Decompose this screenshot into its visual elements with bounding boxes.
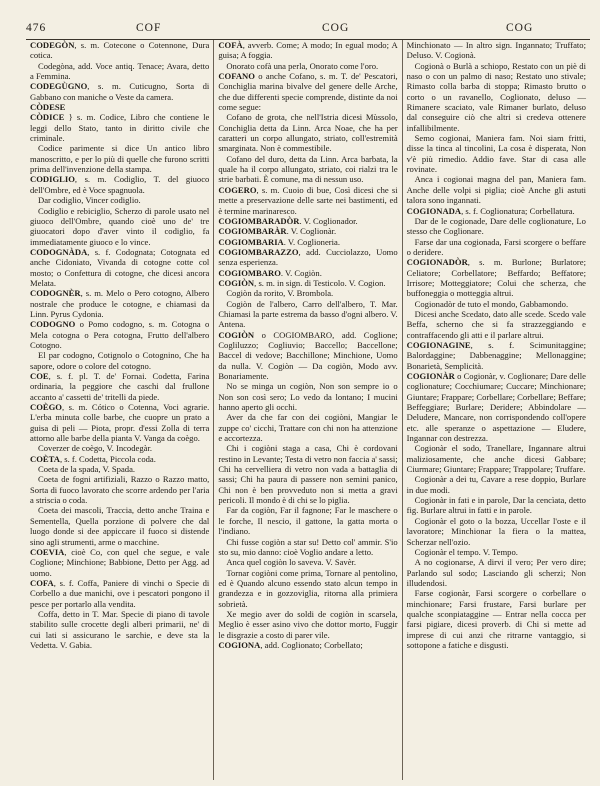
dictionary-entry <box>218 557 397 567</box>
dictionary-entry <box>30 195 209 205</box>
entry-definition: Codiglio e rebiciglio, Scherzo di parole usato nel giuoco dell'Ombre, quando cioè uno de' tre giuocatori dopo d'aver vinto il codiglio, fa immediatamente giuoco e lo vince. <box>30 205 210 247</box>
entry-definition: A no cogionarse, A dirvi il vero; Per vero dire; Parlando sul sodo; Lasciando gli scherzi; Non illudendosi. <box>406 557 586 588</box>
entry-definition: o anche Cofano, s. m. T. de' Pescatori, Conchiglia marina bivalve del genere delle Arche, che due differenti specie comprende, distinte da noi come segue: <box>218 71 398 113</box>
entry-definition: Cogionàr el sodo, Tranellare, Ingannare altrui maliziosamente, che anche dicesi Gabbare; Ciurmare; Giuntare; Frappare; Trappolare; Truffare. <box>406 443 586 475</box>
dictionary-entry <box>407 237 586 258</box>
dictionary-entry <box>30 350 209 371</box>
entry-definition: Cogionà o Burlà a schiopo, Restato con un piè di naso o con un palmo di naso; Restato uno stivale; Rimasto colla barba di stoppa; Rimasto brutto o corto o un ravanello, Coglionato, deluso — Rimanere scaciato, vale Rimaner burlato, deluso dal conseguire ciò che altri si credeva ottenere infallibilmente. <box>406 60 586 133</box>
entry-definition: Cogionàr in fati e in parole, Dar la cencìata, detto fig. Burlare altrui in fatti e in parole. <box>406 495 586 516</box>
running-head-middle: COG <box>322 22 350 34</box>
entry-headword: COGIÒN <box>218 329 255 340</box>
dictionary-entry <box>407 61 586 133</box>
entry-definition: . V. Coglioneria. <box>283 236 341 247</box>
entry-definition: Cogionadòr de tuto el mondo, Gabbamondo. <box>414 298 569 309</box>
column-right <box>402 40 590 780</box>
entry-definition: Farse dar una cogionada, Farsi scorgere o beffare o deridere. <box>406 236 586 257</box>
entry-definition: Semo cogionai, Maniera fam. Noi siam fritti, disse la tinca al tincolini, La cosa è disperata, Non v'è più rimedio. Addio fave. Star di casa alle rovinate. <box>406 133 586 175</box>
entry-definition: Far da cogiòn, Far il fagnone; Far le maschere o le forche, Il nescio, il gattone, la gatta morta o l'indiano. <box>218 505 398 537</box>
dictionary-entry <box>218 330 397 382</box>
dictionary-entry <box>407 174 586 205</box>
entry-headword: COFÀ <box>218 40 243 50</box>
dictionary-entry <box>218 381 397 412</box>
dictionary-entry <box>407 309 586 340</box>
entry-definition: , s. m. in sign. di Testicolo. V. Cogion. <box>254 277 386 288</box>
entry-definition: , cioè Co, con quel che segue, e vale Coglione; Minchione; Babbione, Detto per Agg. ad uomo. <box>30 546 210 578</box>
dictionary-entry <box>407 516 586 547</box>
entry-definition: Aver da che far con dei cogiòni, Mangiar le zuppe co' cicchi, Trattare con chi non ha attenzione e accortezza. <box>218 412 398 444</box>
entry-definition: o Pomo codogno, s. m. Cotogna o Mela cotogna o Pera cotogna, Frutto dell'albero Cotogno. <box>30 319 210 350</box>
entry-headword: CODIGLIO <box>30 174 75 185</box>
entry-definition: Cogionàr a dei tu, Cavare a rese doppio, Burlare in due modi. <box>406 474 586 495</box>
entry-definition: El par codogno, Cotignolo o Cotognino, Che ha sapore, odore o colore del cotogno. <box>30 350 210 371</box>
dictionary-entry <box>218 537 397 558</box>
entry-definition: , s. f. Codetta, Piccola coda. <box>59 453 156 464</box>
dictionary-entry <box>30 505 209 546</box>
entry-headword: COE <box>30 371 49 381</box>
entry-definition: Xe megio aver do soldi de cogiòn in scarsela, Meglio è esser asino vivo che dottor morto, Fuggir le disgrazie a costo di parer vile. <box>218 608 398 640</box>
entry-headword: CÒDICE <box>30 112 65 123</box>
text-columns <box>26 40 590 780</box>
running-head-left: COF <box>136 22 162 34</box>
dictionary-entry <box>407 371 586 443</box>
dictionary-entry <box>30 174 209 195</box>
page-number: 476 <box>26 22 47 34</box>
entry-headword: COGIOMBARO <box>218 267 281 278</box>
dictionary-entry <box>218 609 397 640</box>
entry-headword: CODOGNÀDA <box>30 246 88 257</box>
entry-definition: . V. Coglionàr. <box>286 226 337 237</box>
entry-definition: Coeta dei mascoli, Traccia, detto anche Traina e Sementella, Quella porzione di polvere che dal luogo donde si dee appiccare il fuoco si distende sino agli strumenti, arme o macchine. <box>30 505 210 547</box>
dictionary-entry <box>407 474 586 495</box>
entry-definition: , s. m. Cuticugno, Sorta di Gabbano con maniche o Veste da camera. <box>30 81 210 102</box>
dictionary-entry <box>30 102 209 112</box>
dictionary-entry <box>30 371 209 402</box>
dictionary-entry <box>407 588 586 650</box>
entry-headword: CÒDESE <box>30 102 66 113</box>
entry-headword: CODEGÙGNO <box>30 81 88 92</box>
entry-headword: COGIOMBARAZZO <box>218 246 299 257</box>
entry-definition: Cogionàr el goto o la bozza, Uccellar l'oste e il lavoratore; Minchionar la fiera o la mattea, Scherzar nell'ozio. <box>406 515 586 547</box>
entry-definition: Coffa, detto in T. Mar. Specie di piano di tavole stabilito sulle crocette degli alberi primarii, ne' di cui lati si assicurano le sarchie, e deve sta la Vedetta. V. Gabia. <box>30 608 210 650</box>
entry-definition: Onorato cofà una perla, Onorato come l'oro. <box>226 60 379 71</box>
entry-definition: } s. m. Codice, Libro che contiene le leggi dello Stato, tanto in diritto civile che criminale. <box>30 112 210 144</box>
dictionary-entry <box>30 319 209 350</box>
dictionary-entry <box>218 278 397 288</box>
dictionary-entry <box>407 206 586 216</box>
entry-definition: , s. f. Scimunitaggine; Balordaggine; Dabbenaggine; Mellonaggine; Bonarietà, Semplicità. <box>406 339 586 371</box>
entry-definition: , s. m. Burlone; Burlatore; Celiatore; Corbellatore; Beffardo; Beffatore; Irrisore; Motteggiatore; Colui che scherza, che buffoneggia o motteggia altrui. <box>406 257 586 299</box>
entry-headword: COFA <box>30 577 54 588</box>
running-head-right: COG <box>506 22 534 34</box>
dictionary-entry <box>218 268 397 278</box>
entry-headword: CODEGÒN <box>30 40 75 50</box>
dictionary-entry <box>218 288 397 298</box>
entry-definition: , s. m. Cuoio di bue, Così dicesi che si mette a preservazione delle sarte nei bastimenti, ed è termine marinaresco. <box>218 184 398 216</box>
entry-headword: COGIOMBARÀR <box>218 226 287 237</box>
dictionary-entry <box>407 257 586 298</box>
dictionary-entry <box>30 578 209 609</box>
entry-definition: , s. m. Cotecone o Cotennone, Dura cotica. <box>30 40 210 61</box>
dictionary-entry <box>407 443 586 474</box>
dictionary-entry <box>30 143 209 174</box>
entry-headword: COGIONÀR <box>406 371 455 381</box>
entry-definition: Cofano del duro, detta da Linn. Arca barbata, la quale ha il corpo allungato, striato, coi rialzi tra le strie barbati. È comune, ma di nessun uso. <box>218 153 398 185</box>
entry-headword: COGIÒN <box>218 277 255 288</box>
dictionary-entry <box>30 464 209 474</box>
dictionary-entry <box>407 133 586 174</box>
dictionary-entry <box>407 495 586 516</box>
dictionary-entry <box>218 112 397 153</box>
entry-headword: COEVIA <box>30 546 65 557</box>
dictionary-entry <box>30 402 209 443</box>
entry-definition: o Cogionàr, v. Coglionare; Dare delle coglionature; Cocchiumare; Cuccare; Minchionare; Giuntare; Frappare; Corbellare; Corbellare; Beffare; Beffeggiare; Burlare; Deridere; Abbindolare — Deludere, Mancare, non corrispondendo coll'opere etc. alle speranze o aspettazione — Eludere, Ingannar con destrezza. <box>406 371 586 444</box>
entry-definition: , s. f. Coffa, Paniere di vinchi o Specie di Corbello a due manichi, ove i pescatori pongono il pesce per portarlo alla vendita. <box>30 577 210 609</box>
entry-definition: Dar de le cogionade, Dare delle coglionature, Lo stesso che Coglionare. <box>406 215 586 237</box>
entry-definition: Dar codiglio, Vincer codiglio. <box>38 195 141 206</box>
dictionary-entry <box>218 216 397 226</box>
entry-headword: COGIOMBARIA <box>218 236 284 247</box>
entry-headword: COGIONADA <box>406 205 462 216</box>
dictionary-entry <box>218 237 397 247</box>
entry-headword: CODOGNO <box>30 319 76 330</box>
dictionary-entry <box>218 185 397 216</box>
dictionary-entry <box>218 226 397 236</box>
dictionary-entry <box>407 40 586 61</box>
entry-definition: Cogiòn da rorito, V. Brombola. <box>226 288 334 299</box>
entry-definition: , s. f. pl. T. de' Fornai. Codetta, Farina ordinaria, la peggiore che caschi dal frullone accanto a' cassetti de' tritelli da piede. <box>30 371 210 402</box>
dictionary-entry <box>30 454 209 464</box>
dictionary-entry <box>30 474 209 505</box>
dictionary-entry <box>407 340 586 371</box>
dictionary-entry <box>30 206 209 247</box>
entry-definition: Coverzer de coègo, V. Incodegàr. <box>38 443 152 454</box>
dictionary-entry <box>30 40 209 61</box>
entry-definition: Chi i cogiòni staga a casa, Chi è cordovani restino in Levante; Testa di vetro non faccia a' sassi; Chi ha cervelliera di vetro non vada a battaglia di sassi; Chi ha paura di passere non semini panico, Chi non è ben provveduto non si metta a gravi pericoli. Il mondo è di chi se lo piglia. <box>218 443 398 506</box>
entry-definition: , s. f. Coglionatura; Corbellatura. <box>461 205 575 216</box>
entry-headword: COGIONA <box>218 639 261 650</box>
entry-definition: Coeta de fogni artifiziali, Razzo o Razzo matto, Sorta di fuoco lavorato che scorre ardendo per l'aria a striscia o coda. <box>30 474 210 506</box>
entry-definition: Tornar cogiòni come prima, Tornare al pentolino, ed è Quando alcuno essendo stato alcun tempo in grandezza e in gozzoviglia, ritorna alla primiera sobrietà. <box>218 567 398 609</box>
dictionary-entry <box>407 299 586 309</box>
entry-headword: COFANO <box>218 71 255 82</box>
dictionary-entry <box>30 112 209 143</box>
entry-headword: COGIOMBARADÒR <box>218 215 300 226</box>
entry-headword: COGERO <box>218 184 257 195</box>
entry-definition: , add. Cucciolazzo, Uomo senza esperienza. <box>218 246 398 268</box>
entry-headword: COÈGO <box>30 402 62 413</box>
dictionary-entry <box>407 216 586 237</box>
entry-headword: CODOGNÈR <box>30 288 81 299</box>
dictionary-entry <box>218 640 397 650</box>
dictionary-entry <box>218 247 397 268</box>
entry-definition: , s. m. Cótico o Cotenna, Voci agrarie. L'erba minuta colle barbe, che cuopre un prato a guisa di peli — Piota, propr. d'essi Zolla di terra attorno alle barbe della pianta V. Vanga da coègo. <box>30 402 210 444</box>
entry-definition: , s. m. Melo o Pero cotogno, Albero nostrale che produce le cotogne, e chiamasi da Linn. Pyrus Cydonia. <box>30 288 210 319</box>
dictionary-entry <box>30 247 209 288</box>
entry-definition: , s. m. Codiglio, T. del giuoco dell'Ombre, ed è Voce spagnuola. <box>30 174 210 195</box>
dictionary-entry <box>30 609 209 650</box>
entry-definition: , add. Coglionato; Corbellato; <box>260 639 363 650</box>
entry-definition: Dicesi anche Scedato, dato alle scede. Scedo vale Beffa, scherno che si fa strazzeggiando e contraffacendo gli atti e il parlare altrui. <box>406 308 586 340</box>
dictionary-entry <box>218 299 397 330</box>
entry-definition: Chi fusse cogiòn a star su! Detto col' ammir. S'io sto su, mio danno: cioè Voglio andare a letto. <box>218 536 398 557</box>
entry-headword: COGIONADÒR <box>406 257 468 268</box>
dictionary-entry <box>218 568 397 609</box>
page-header <box>26 22 590 38</box>
entry-definition: , s. f. Codognata; Cotognata ed anche Cidoniato, Vivanda di cotogne cotte col mosto; o Confettura di cotogne, che dicesi ancora Melata. <box>30 246 210 288</box>
dictionary-entry <box>30 443 209 453</box>
dictionary-entry <box>30 288 209 319</box>
dictionary-entry <box>218 412 397 443</box>
column-left <box>26 40 213 780</box>
column-middle <box>213 40 401 780</box>
entry-definition: . V. Coglionador. <box>299 215 358 226</box>
dictionary-entry <box>218 443 397 505</box>
entry-definition: Codice parimente si dice Un antico libro manoscritto, e per lo più di quelle che furono scritti prima dell'invenzione della stampa. <box>30 143 210 175</box>
dictionary-entry <box>218 505 397 536</box>
dictionary-entry <box>407 547 586 557</box>
dictionary-entry <box>218 40 397 61</box>
entry-definition: o COGIOMBARO, add. Coglione; Cogliluzzo; Cogliuvio; Baccello; Baccellone; Baccel di vedove; Bacchillone; Minchione, Uomo da nulla. V. Cogiòn — Da cogiòn, Modo avv. Bonariamente. <box>218 329 398 381</box>
entry-definition: . V. Cogiòn. <box>280 267 322 278</box>
entry-definition: Anca i cogionai magna del pan, Maniera fam. Anche delle volpi si piglia; cioè Anche gli astuti talora sono ingannati. <box>406 174 586 206</box>
entry-definition: Coeta de la spada, V. Spada. <box>38 464 136 475</box>
entry-definition: Farse cogionàr, Farsi scorgere o corbellare o minchionare; Farsi frustare, Farsi burlare per qualche sconpiataggine — Entrar nella cocca per farsi pigiare, dicesi proverb. di Chi si mette ad imprese di cui anzi che ritrarne vantaggio, si sottopone a fatiche e disgusti. <box>406 588 586 650</box>
entry-definition: Cofano de grota, che nell'Istria dicesi Mùssolo, Conchiglia detta da Linn. Arca Noae, che ha per caratteri un corpo allungato, striato, coll'estremità smarginata. Non è commestibile. <box>218 112 398 154</box>
entry-definition: Minchionato — In altro sign. Ingannato; Truffato; Deluso. V. Cogionà. <box>406 40 586 61</box>
entry-headword: COÈTA <box>30 453 60 464</box>
dictionary-entry <box>218 71 397 112</box>
dictionary-entry <box>30 81 209 102</box>
dictionary-entry <box>30 547 209 578</box>
entry-headword: COGIONAGINE <box>406 339 471 350</box>
entry-definition: , avverb. Come; A modo; In egual modo; A guisa; A foggia. <box>218 40 398 61</box>
dictionary-entry <box>218 61 397 71</box>
dictionary-entry <box>30 61 209 82</box>
entry-definition: Codegòna, add. Voce antiq. Tenace; Avara, detto a Femmina. <box>30 60 210 82</box>
entry-definition: No se minga un cogiòn, Non son sempre io o Non son così sero; Lo vedo da lontano; I mucini hanno aperto gli occhi. <box>218 381 398 413</box>
dictionary-entry <box>218 154 397 185</box>
entry-definition: Cogiòn de l'albero, Carro dell'albero, T. Mar. Chiamasi la parte estrema da basso d'ogni albero. V. Antena. <box>218 298 398 330</box>
entry-definition: Anca quel cogiòn lo saveva. V. Savèr. <box>226 557 357 568</box>
entry-definition: Cogionàr el tempo. V. Tempo. <box>414 546 518 557</box>
dictionary-entry <box>407 557 586 588</box>
